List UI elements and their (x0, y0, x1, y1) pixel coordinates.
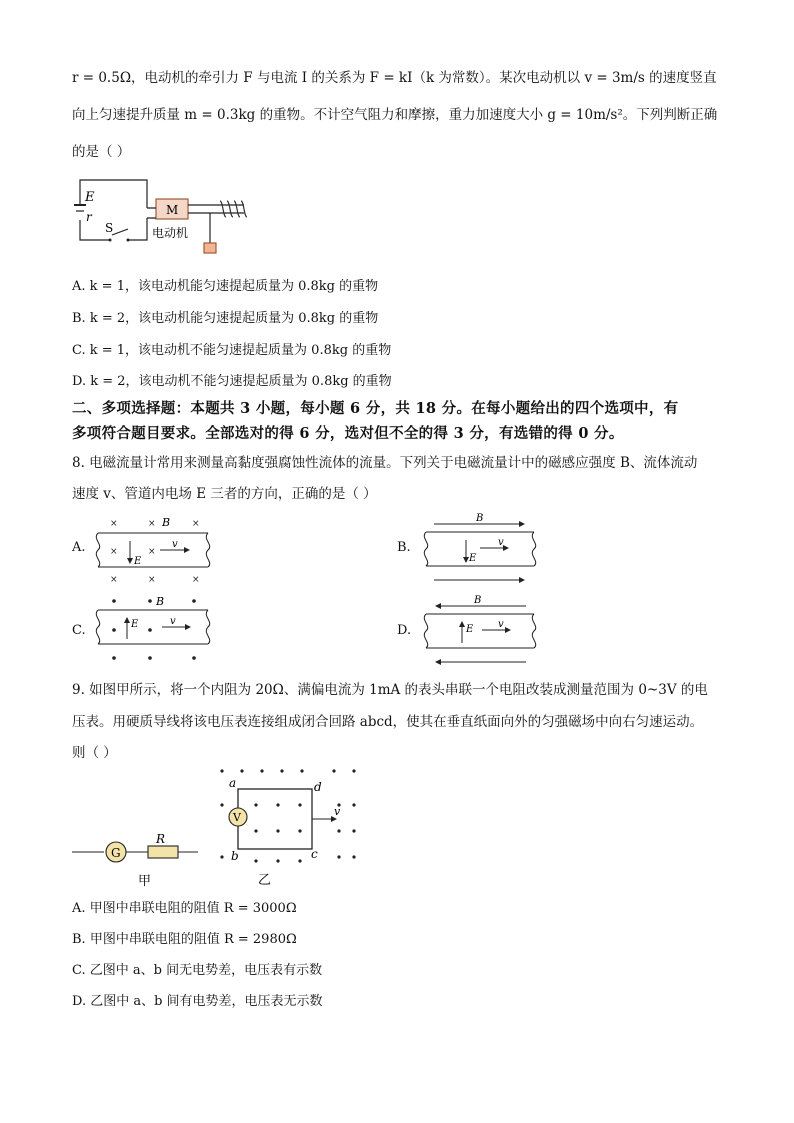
magnetic-field-label: B (476, 513, 484, 524)
q7-motor-circuit-figure (72, 175, 262, 255)
q8-option-c-diagram[interactable] (92, 594, 217, 666)
q7-option-b[interactable]: B. k = 2，该电动机能匀速提起质量为 0.8kg 的重物 (72, 311, 379, 326)
magnetic-field-label: B (474, 595, 482, 606)
q7-line-1: r = 0.5Ω，电动机的牵引力 F 与电流 I 的关系为 F = kI（k 为常数）。某次电动机以 v = 3m/s 的速度竖直 (72, 70, 717, 86)
q8-option-b-diagram[interactable] (418, 510, 543, 588)
q8-option-b-label[interactable]: B. (397, 540, 411, 555)
q9-option-d[interactable]: D. 乙图中 a、b 间有电势差，电压表无示数 (72, 994, 323, 1009)
q8-line-1: 8. 电磁流量计常用来测量高黏度强腐蚀性流体的流量。下列关于电磁流量计中的磁感应强度 B、流体流动 (72, 455, 698, 471)
q9-line-3: 则（ ） (72, 745, 117, 761)
motor-symbol-label: M (166, 203, 179, 217)
switch-label: S (105, 221, 114, 235)
figure-jia-caption: 甲 (138, 874, 152, 889)
q9-option-b[interactable]: B. 甲图中串联电阻的阻值 R = 2980Ω (72, 932, 297, 947)
emf-label: E (85, 190, 95, 205)
q9-figure-jia (72, 830, 202, 890)
electric-field-label: E (134, 556, 142, 567)
corner-c-label: c (311, 847, 318, 861)
electric-field-label: E (131, 619, 139, 630)
q8-option-d-diagram[interactable] (418, 592, 543, 670)
magnetic-field-label: B (162, 516, 171, 529)
q7-line-3: 的是（ ） (72, 144, 131, 160)
velocity-label: v (498, 619, 504, 630)
svg-text:×: × (110, 575, 118, 585)
svg-text:×: × (148, 519, 156, 529)
motor-caption: 电动机 (152, 226, 189, 240)
q9-line-2: 压表。用硬质导线将该电压表连接组成闭合回路 abcd，使其在垂直纸面向外的匀强磁场中向右匀速运动。 (72, 714, 704, 730)
internal-resistance-label: r (86, 210, 92, 224)
figure-yi-caption: 乙 (258, 873, 272, 888)
resistor-label: R (156, 832, 166, 846)
svg-text:×: × (192, 519, 200, 529)
velocity-label: v (498, 537, 504, 548)
section-2-heading-line-2: 多项符合题目要求。全部选对的得 6 分，选对但不全的得 3 分，有选错的得 0 分。 (72, 425, 624, 442)
q8-option-a-label[interactable]: A. (72, 540, 86, 555)
section-2-heading-line-1: 二、多项选择题：本题共 3 小题，每小题 6 分，共 18 分。在每小题给出的四个选项中，有 (72, 400, 679, 417)
svg-text:×: × (110, 547, 118, 557)
q9-option-c[interactable]: C. 乙图中 a、b 间无电势差，电压表有示数 (72, 963, 323, 978)
svg-text:×: × (192, 575, 200, 585)
loop-velocity-label: v (334, 805, 341, 818)
corner-a-label: a (229, 776, 237, 790)
q7-option-c[interactable]: C. k = 1，该电动机不能匀速提起质量为 0.8kg 的重物 (72, 343, 392, 358)
q7-line-2: 向上匀速提升质量 m = 0.3kg 的重物。不计空气阻力和摩擦，重力加速度大小 g = 10m/s²。下列判断正确 (72, 107, 718, 123)
q8-line-2: 速度 v、管道内电场 E 三者的方向，正确的是（ ） (72, 486, 377, 502)
magnetic-field-label: B (156, 595, 165, 608)
q9-line-1: 9. 如图甲所示，将一个内阻为 20Ω、满偏电流为 1mA 的表头串联一个电阻改装成测量范围为 0~3V 的电 (72, 682, 708, 698)
svg-text:×: × (148, 575, 156, 585)
voltmeter-label: V (233, 811, 241, 824)
electric-field-label: E (469, 553, 477, 564)
svg-text:×: × (110, 519, 118, 529)
q8-option-c-label[interactable]: C. (72, 623, 86, 638)
velocity-label: v (170, 616, 176, 627)
electric-field-label: E (466, 624, 474, 635)
q7-option-d[interactable]: D. k = 2，该电动机不能匀速提起质量为 0.8kg 的重物 (72, 374, 392, 389)
q9-option-a[interactable]: A. 甲图中串联电阻的阻值 R = 3000Ω (72, 901, 297, 916)
q8-option-a-diagram[interactable] (92, 514, 217, 586)
galvanometer-label: G (111, 846, 121, 860)
corner-b-label: b (231, 849, 239, 863)
q9-figure-yi (214, 765, 364, 890)
svg-text:×: × (148, 547, 156, 557)
q8-option-d-label[interactable]: D. (397, 623, 412, 638)
q7-option-a[interactable]: A. k = 1，该电动机能匀速提起质量为 0.8kg 的重物 (72, 279, 379, 294)
corner-d-label: d (314, 780, 322, 794)
velocity-label: v (172, 539, 178, 550)
